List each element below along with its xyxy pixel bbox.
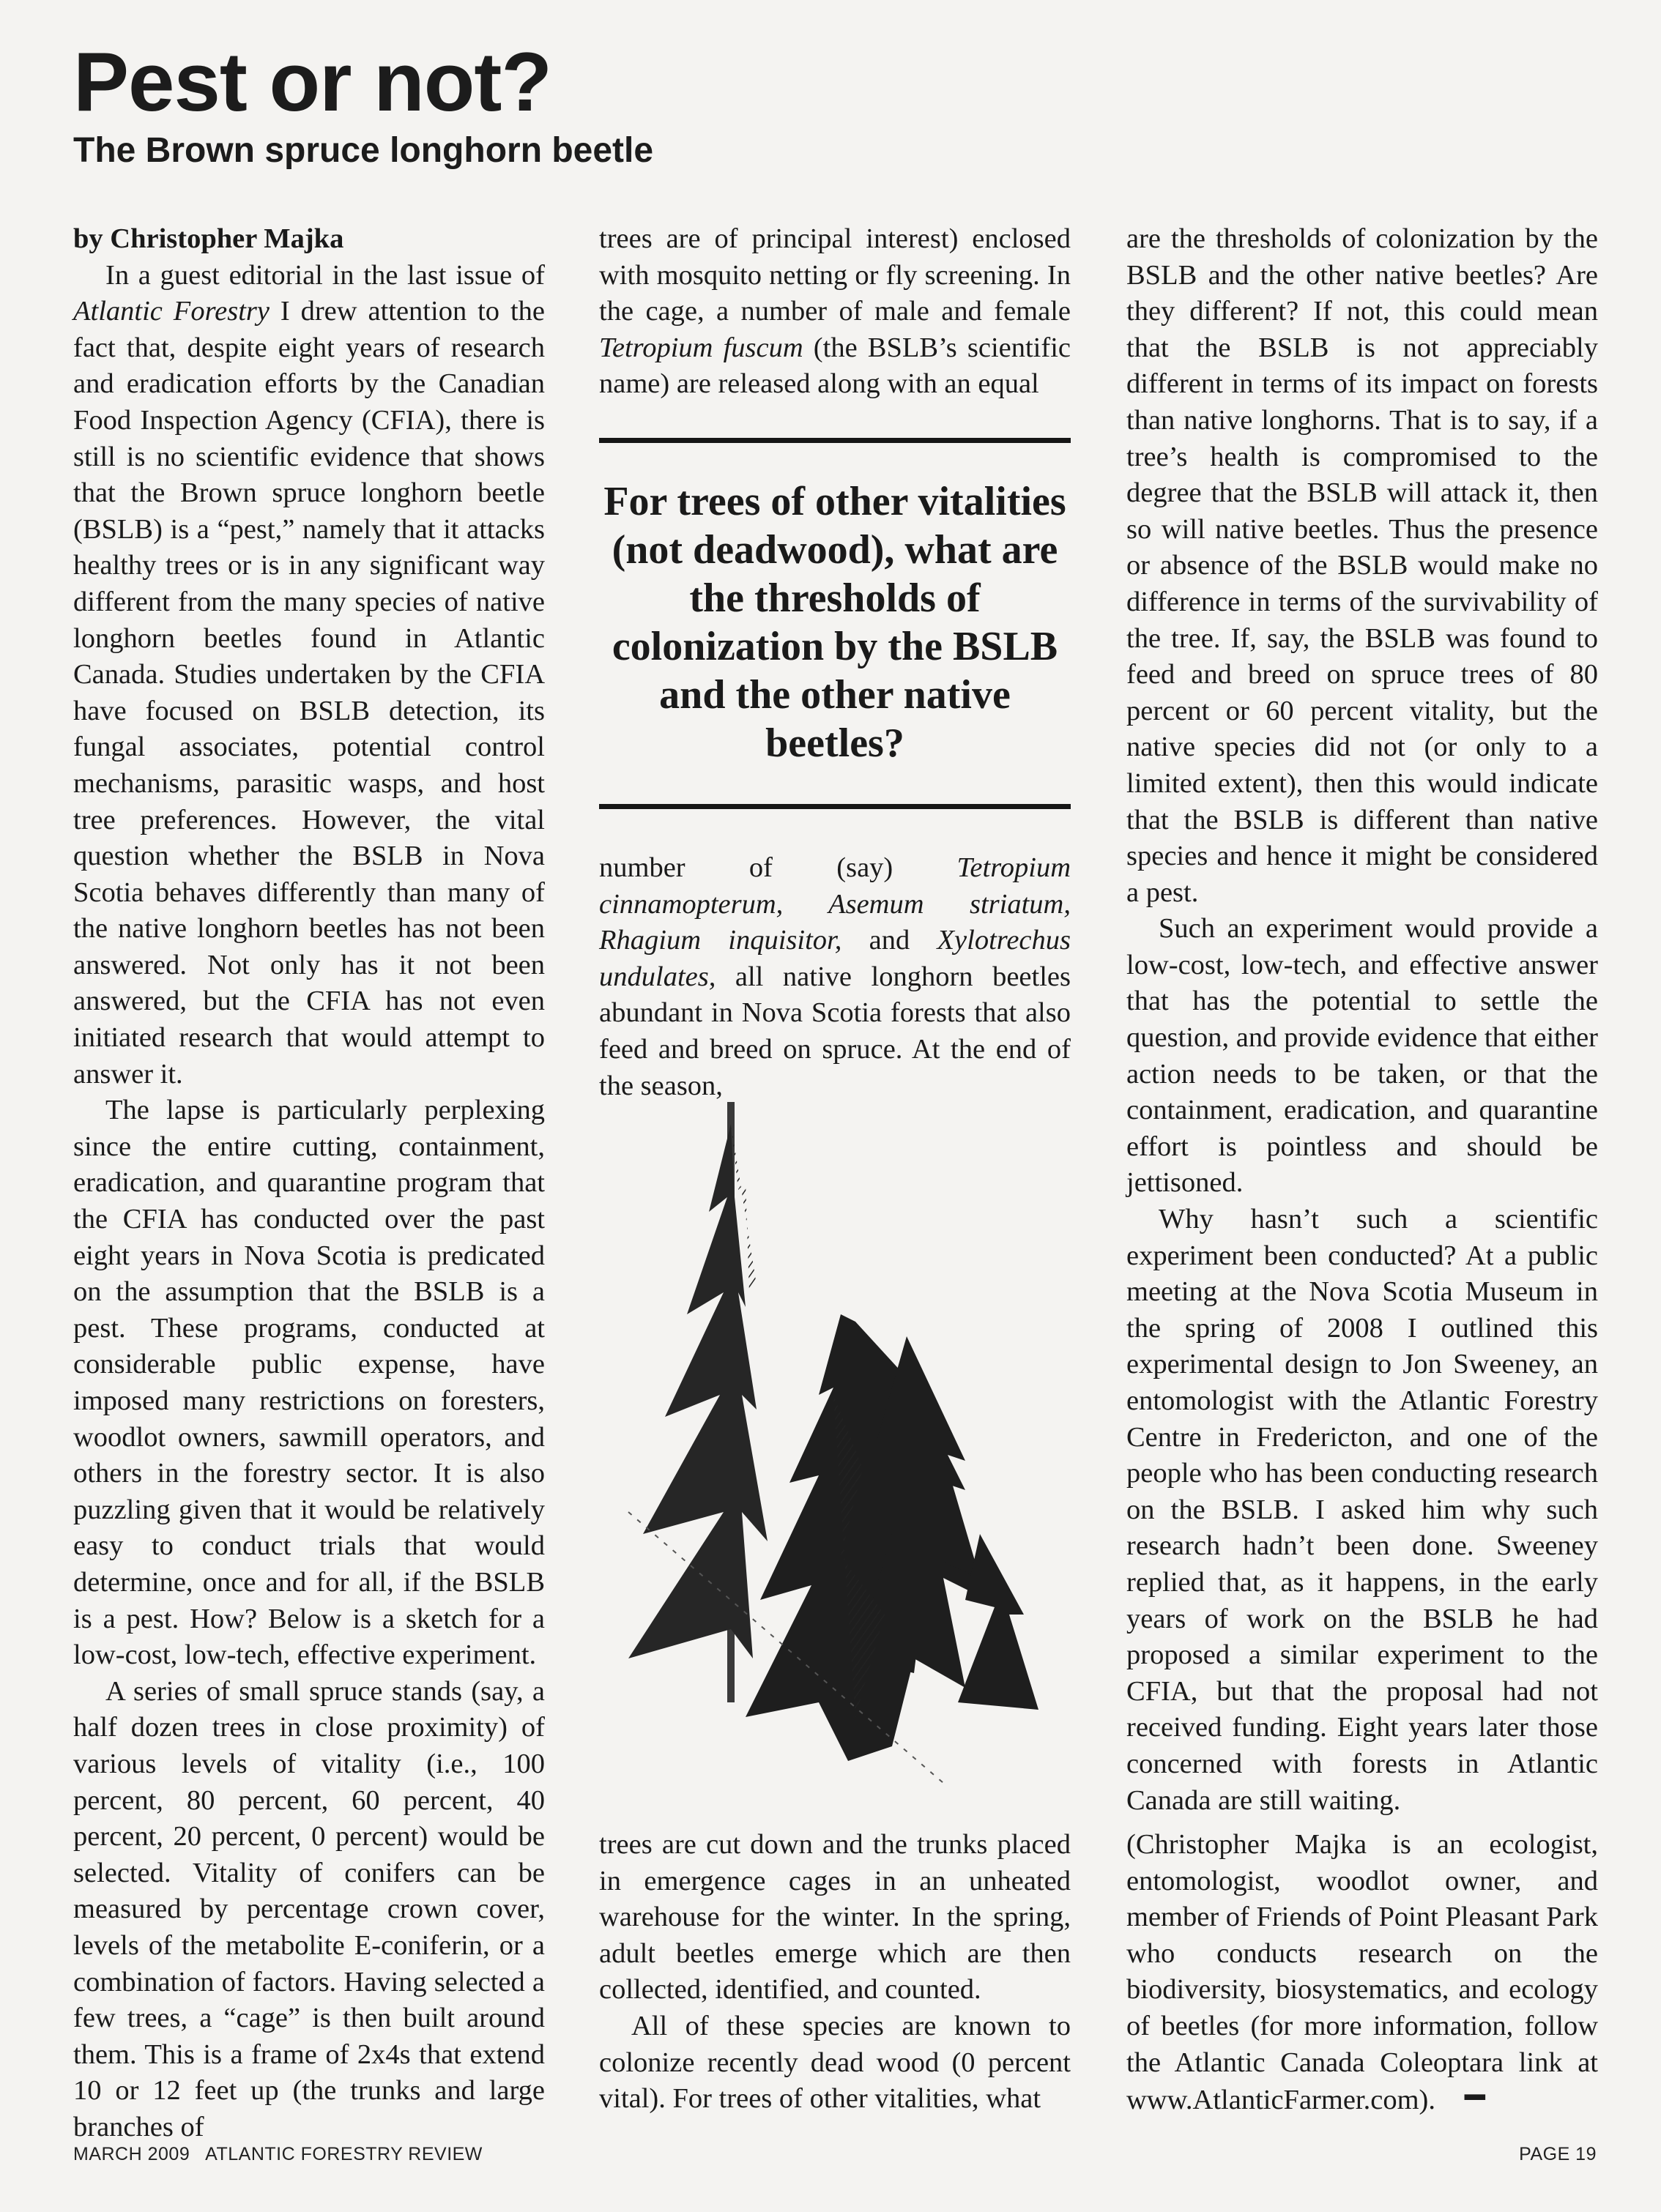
paragraph: Such an experiment would provide a low-cost, low-tech, and effective answer that has the potential to settle the question, and provide evidence that either action needs to be taken, or that the containment, eradication, and quarantine effort is pointless and should be jettisoned. [1126, 913, 1598, 1199]
paragraph: Why hasn’t such a scientific experiment been conducted? At a public meeting at the Nova Scotia Museum in the spring of 2008 I outlined this experimental design to Jon Sweeney, an entomologist with the Atlantic Forestry Centre in Fredericton, and one of the people who has been conducting research on the BSLB. I asked him why such research hadn’t been done. Sweeney replied that, as it happens, in the early years of work on the BSLB he had proposed a similar experiment to the CFIA, but that the proposal had not received funding. Eight years later those concerned with forests in Atlantic Canada are still waiting. [1126, 1204, 1598, 1816]
paragraph: The lapse is particularly perplexing since the entire cutting, containment, eradication, and quarantine program that the CFIA has conducted over the past eight years in Nova Scotia is predicated on the assumption that the BSLB is a pest. These programs, conducted at considerable public expense, have imposed many restrictions on foresters, woodlot owners, sawmill operators, and others in the forestry sector. It is also puzzling given that it would be relatively easy to conduct trials that would determine, once and for all, if the BSLB is a pest. How? Below is a sketch for a low-cost, low-tech, effective experiment. [73, 1095, 545, 1671]
paragraph [599, 850, 1071, 1104]
species-name: Xylotrechus undulates, [599, 925, 1071, 992]
text-run: (the BSLB’s scientific name) are released along with an equal [599, 332, 1071, 400]
paragraph: trees are cut down and the trunks placed in emergence cages in an unheated warehouse for the winter. In the spring, adult beetles emerge which are then collected, identified, and counted. [599, 1829, 1071, 2006]
end-mark-icon: ━ [1464, 2079, 1485, 2117]
text-run: number of (say) [599, 852, 957, 883]
page-number: PAGE 19 [1519, 2144, 1597, 2164]
footer-issue: MARCH 2009 ATLANTIC FORESTRY REVIEW [73, 2144, 483, 2164]
spruce-trees-illustration-icon [599, 1102, 1082, 1805]
paragraph: A series of small spruce stands (say, a half dozen trees in close proximity) of various levels of vitality (i.e., 100 percent, 80 percent, 60 percent, 40 percent, 20 percent, 0 percent) would be selected. Vitality of conifers can be measured by percentage crown cover, levels of the metabolite E-coniferin, or a combination of factors. Having selected a few trees, a “cage” is then built around them. This is a frame of 2x4s that extend 10 or 12 feet up (the trunks and large branches of [73, 1675, 545, 2142]
paragraph: All of these species are known to colonize recently dead wood (0 percent vital). For trees of other vitalities, what [599, 2010, 1071, 2115]
author-bio [1126, 1827, 1598, 2119]
text-run: all native longhorn beetles abundant in Nova Scotia forests that also feed and breed on spruce. At the end of the season, [599, 961, 1071, 1101]
column-3 [1126, 221, 1598, 1819]
text-run: I drew attention to the fact that, despite eight years of research and eradication efforts by the Canadian Food Inspection Agency (CFIA), there is still is no scientific evidence that shows that the Brown spruce longhorn beetle (BSLB) is a “pest,” namely that it attacks healthy trees or is in any significant way different from the many species of native longhorn beetles found in Atlantic Canada. Studies undertaken by the CFIA have focused on BSLB detection, its fungal associates, potential control mechanisms, parasitic wasps, and host tree preferences. However, the vital question whether the BSLB in Nova Scotia behaves differently than many of the native longhorn beetles has not been answered. Not only has it not been answered, but the CFIA has not even initiated research that would attempt to answer it. [73, 296, 545, 1090]
text-run: and [841, 925, 937, 956]
publication-name: Atlantic Forestry [73, 296, 270, 327]
paragraph [599, 221, 1071, 403]
pull-quote: For trees of other vitalities (not deadwood), what are the thresholds of colonization by the BSLB and the other native beetles? [603, 479, 1066, 766]
article-title: Pest or not? [73, 36, 552, 129]
column-2-middle [599, 850, 1071, 1104]
species-names: Tetropium cinnamopterum, Asemum striatum, Rhagium inquisitor, [599, 852, 1071, 956]
paragraph [1126, 1827, 1598, 2119]
bio-text: (Christopher Majka is an ecologist, entomologist, woodlot owner, and member of Friends of Point Pleasant Park who conducts research on the biodiversity, biosystematics, and ecology of beetles (for more information, follow the Atlantic Canada Coleoptara link at www.AtlanticFarmer.com). [1126, 1829, 1598, 2116]
column-2-top [599, 221, 1071, 403]
pull-quote-top-rule [599, 438, 1071, 443]
column-2-bottom [599, 1827, 1071, 2118]
pull-quote-bottom-rule [599, 804, 1071, 809]
species-name: Tetropium fuscum [599, 332, 803, 363]
text-run: In a guest editorial in the last issue of [105, 259, 545, 291]
paragraph [73, 258, 545, 1093]
byline: by Christopher Majka [73, 223, 344, 254]
text-run: trees are of principal interest) enclosed with mosquito netting or fly screening. In the cage, a number of male and female [599, 223, 1071, 327]
column-1 [73, 221, 545, 2145]
paragraph: are the thresholds of colonization by the BSLB and the other native beetles? Are they different? If not, this could mean that the BSLB is not appreciably different in terms of its impact on forests than native longhorns. That is to say, if a tree’s health is compromised to the degree that the BSLB will attack it, then so will native beetles. Thus the presence or absence of the BSLB would make no difference in terms of the survivability of the tree. If, say, the BSLB was found to feed and breed on spruce trees of 80 percent or 60 percent vitality, but the native species did not (or only to a limited extent), then this would indicate that the BSLB is different than native species and hence it might be considered a pest. [1126, 223, 1598, 908]
article-subtitle: The Brown spruce longhorn beetle [73, 131, 654, 170]
